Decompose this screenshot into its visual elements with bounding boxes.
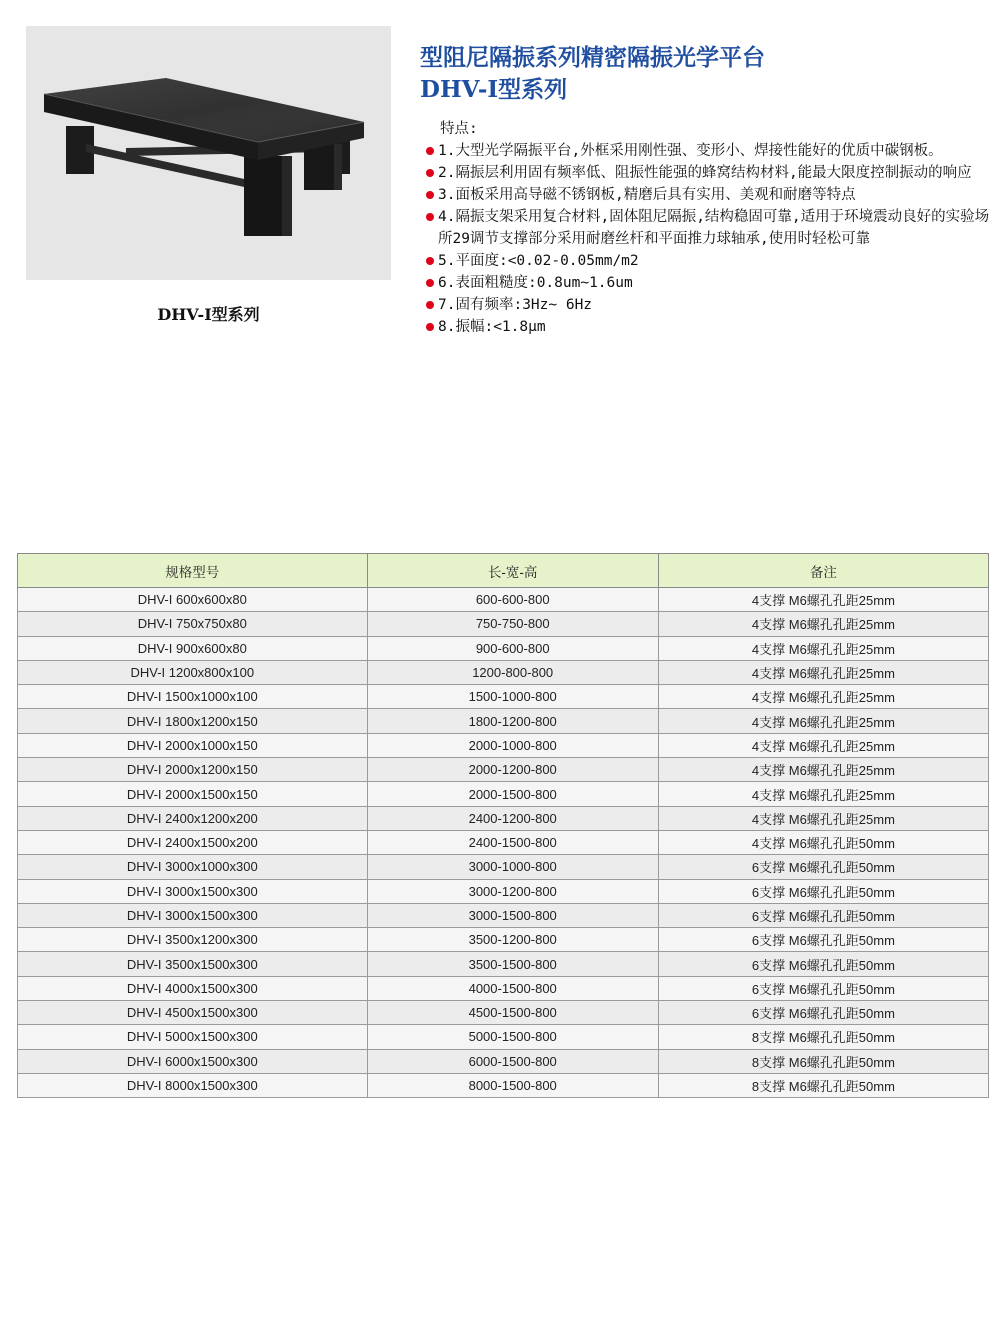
features-heading: 特点: — [440, 121, 478, 137]
cell-dimensions: 5000-1500-800 — [367, 1025, 658, 1049]
cell-remarks: 6支撑 M6螺孔孔距50mm — [658, 928, 988, 952]
bullet-dot-icon — [426, 169, 434, 177]
cell-remarks: 8支撑 M6螺孔孔距50mm — [658, 1049, 988, 1073]
cell-model: DHV-I 8000x1500x300 — [18, 1073, 368, 1097]
table-row — [18, 879, 989, 903]
cell-dimensions: 3000-1000-800 — [367, 855, 658, 879]
cell-dimensions: 1200-800-800 — [367, 660, 658, 684]
bullet-dot-icon — [426, 147, 434, 155]
cell-dimensions: 1500-1000-800 — [367, 685, 658, 709]
feature-item: 7.固有频率:3Hz~ 6Hz — [428, 294, 993, 316]
cell-model: DHV-I 1800x1200x150 — [18, 709, 368, 733]
cell-remarks: 8支撑 M6螺孔孔距50mm — [658, 1073, 988, 1097]
cell-remarks: 4支撑 M6螺孔孔距25mm — [658, 636, 988, 660]
table-header-row — [18, 554, 989, 588]
table-row — [18, 903, 989, 927]
cell-model: DHV-I 600x600x80 — [18, 588, 368, 612]
feature-item: 3.面板采用高导磁不锈钢板,精磨后具有实用、美观和耐磨等特点 — [428, 184, 993, 206]
cell-remarks: 6支撑 M6螺孔孔距50mm — [658, 903, 988, 927]
cell-remarks: 6支撑 M6螺孔孔距50mm — [658, 855, 988, 879]
product-image — [26, 26, 391, 280]
feature-item: 1.大型光学隔振平台,外框采用刚性强、变形小、焊接性能好的优质中碳钢板。 — [428, 140, 993, 162]
cell-remarks: 4支撑 M6螺孔孔距25mm — [658, 612, 988, 636]
cell-dimensions: 4500-1500-800 — [367, 1001, 658, 1025]
cell-remarks: 4支撑 M6螺孔孔距25mm — [658, 758, 988, 782]
table-row — [18, 612, 989, 636]
cell-dimensions: 3000-1500-800 — [367, 903, 658, 927]
cell-model: DHV-I 2400x1200x200 — [18, 806, 368, 830]
cell-model: DHV-I 2000x1200x150 — [18, 758, 368, 782]
page-title — [420, 42, 765, 106]
cell-model: DHV-I 2000x1000x150 — [18, 733, 368, 757]
cell-model: DHV-I 3000x1500x300 — [18, 903, 368, 927]
cell-model: DHV-I 1200x800x100 — [18, 660, 368, 684]
bullet-dot-icon — [426, 279, 434, 287]
title-line-2: DHV-I型系列 — [420, 76, 568, 103]
header-remarks: 备注 — [658, 554, 988, 588]
image-caption: DHV-I型系列 — [157, 305, 260, 324]
table-row — [18, 1025, 989, 1049]
bullet-dot-icon — [426, 213, 434, 221]
cell-dimensions: 2000-1000-800 — [367, 733, 658, 757]
table-row — [18, 685, 989, 709]
cell-dimensions: 750-750-800 — [367, 612, 658, 636]
cell-remarks: 4支撑 M6螺孔孔距25mm — [658, 733, 988, 757]
cell-model: DHV-I 3000x1500x300 — [18, 879, 368, 903]
cell-dimensions: 1800-1200-800 — [367, 709, 658, 733]
cell-dimensions: 3500-1200-800 — [367, 928, 658, 952]
cell-remarks: 4支撑 M6螺孔孔距50mm — [658, 830, 988, 854]
cell-model: DHV-I 750x750x80 — [18, 612, 368, 636]
feature-item: 2.隔振层利用固有频率低、阻振性能强的蜂窝结构材料,能最大限度控制振动的响应 — [428, 162, 993, 184]
table-body — [18, 588, 989, 1098]
feature-item: 8.振幅:<1.8μm — [428, 316, 993, 338]
cell-remarks: 4支撑 M6螺孔孔距25mm — [658, 660, 988, 684]
cell-dimensions: 3000-1200-800 — [367, 879, 658, 903]
cell-dimensions: 4000-1500-800 — [367, 976, 658, 1000]
feature-item: 4.隔振支架采用复合材料,固体阻尼隔振,结构稳固可靠,适用于环境震动良好的实验场所29调节支撑部分采用耐磨丝杆和平面推力球轴承,使用时轻松可靠 — [428, 206, 993, 250]
table-row — [18, 1073, 989, 1097]
bullet-dot-icon — [426, 257, 434, 265]
cell-model: DHV-I 1500x1000x100 — [18, 685, 368, 709]
feature-item: 5.平面度:<0.02-0.05mm/m2 — [428, 250, 993, 272]
cell-model: DHV-I 3000x1000x300 — [18, 855, 368, 879]
cell-model: DHV-I 4000x1500x300 — [18, 976, 368, 1000]
table-row — [18, 952, 989, 976]
bullet-dot-icon — [426, 301, 434, 309]
cell-model: DHV-I 3500x1200x300 — [18, 928, 368, 952]
cell-remarks: 4支撑 M6螺孔孔距25mm — [658, 588, 988, 612]
cell-dimensions: 6000-1500-800 — [367, 1049, 658, 1073]
cell-model: DHV-I 2400x1500x200 — [18, 830, 368, 854]
cell-remarks: 4支撑 M6螺孔孔距25mm — [658, 782, 988, 806]
cell-remarks: 6支撑 M6螺孔孔距50mm — [658, 952, 988, 976]
cell-dimensions: 2400-1200-800 — [367, 806, 658, 830]
table-row — [18, 806, 989, 830]
header-dimensions: 长-宽-高 — [367, 554, 658, 588]
table-row — [18, 733, 989, 757]
bullet-dot-icon — [426, 191, 434, 199]
bullet-dot-icon — [426, 323, 434, 331]
table-row — [18, 758, 989, 782]
cell-remarks: 4支撑 M6螺孔孔距25mm — [658, 709, 988, 733]
table-row — [18, 976, 989, 1000]
cell-dimensions: 8000-1500-800 — [367, 1073, 658, 1097]
table-row — [18, 709, 989, 733]
table-row — [18, 855, 989, 879]
spec-table — [17, 553, 989, 1098]
cell-remarks: 4支撑 M6螺孔孔距25mm — [658, 806, 988, 830]
cell-dimensions: 2400-1500-800 — [367, 830, 658, 854]
cell-model: DHV-I 900x600x80 — [18, 636, 368, 660]
cell-dimensions: 2000-1200-800 — [367, 758, 658, 782]
header-model: 规格型号 — [18, 554, 368, 588]
title-line-1: 型阻尼隔振系列精密隔振光学平台 — [420, 44, 765, 71]
cell-remarks: 4支撑 M6螺孔孔距25mm — [658, 685, 988, 709]
table-row — [18, 636, 989, 660]
cell-remarks: 6支撑 M6螺孔孔距50mm — [658, 879, 988, 903]
cell-model: DHV-I 4500x1500x300 — [18, 1001, 368, 1025]
cell-remarks: 6支撑 M6螺孔孔距50mm — [658, 1001, 988, 1025]
features-list — [428, 118, 993, 338]
cell-dimensions: 900-600-800 — [367, 636, 658, 660]
cell-remarks: 8支撑 M6螺孔孔距50mm — [658, 1025, 988, 1049]
table-row — [18, 660, 989, 684]
cell-model: DHV-I 6000x1500x300 — [18, 1049, 368, 1073]
table-row — [18, 588, 989, 612]
feature-item: 6.表面粗糙度:0.8um~1.6um — [428, 272, 993, 294]
optical-table-illustration — [26, 26, 391, 280]
cell-remarks: 6支撑 M6螺孔孔距50mm — [658, 976, 988, 1000]
table-row — [18, 830, 989, 854]
cell-dimensions: 2000-1500-800 — [367, 782, 658, 806]
table-row — [18, 1049, 989, 1073]
cell-dimensions: 3500-1500-800 — [367, 952, 658, 976]
table-row — [18, 782, 989, 806]
table-row — [18, 1001, 989, 1025]
cell-model: DHV-I 3500x1500x300 — [18, 952, 368, 976]
cell-model: DHV-I 5000x1500x300 — [18, 1025, 368, 1049]
table-row — [18, 928, 989, 952]
cell-model: DHV-I 2000x1500x150 — [18, 782, 368, 806]
cell-dimensions: 600-600-800 — [367, 588, 658, 612]
